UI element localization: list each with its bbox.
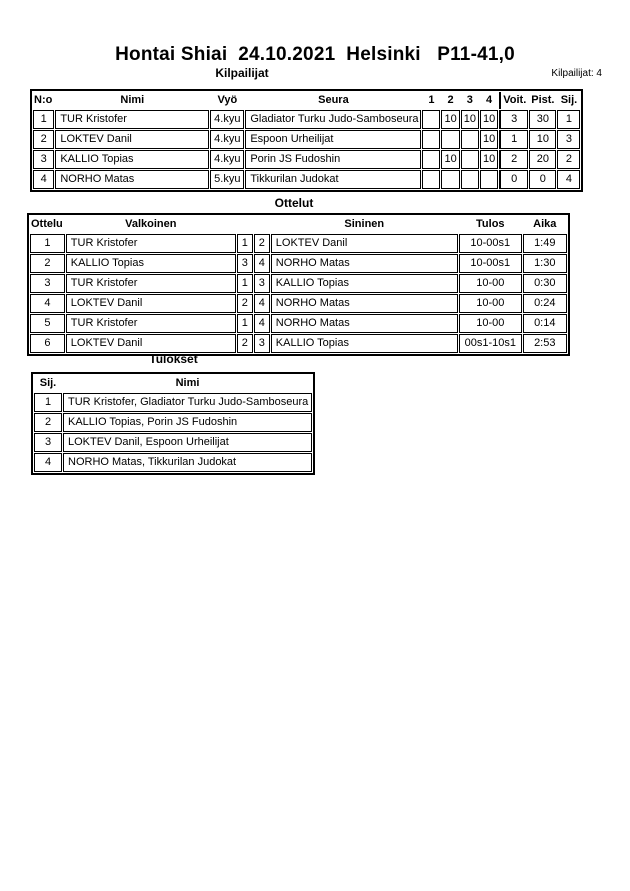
cell-result: 10-00s1: [459, 234, 522, 253]
seura-overflow-text: Gladiator Turku Judo-Samboseura: [250, 113, 419, 125]
cell-nimi: TUR Kristofer: [55, 110, 209, 129]
cell-vs2: 10: [441, 150, 459, 169]
cell-match-no: 5: [30, 314, 65, 333]
cell-voit: 3: [499, 110, 528, 129]
match-row: [30, 334, 567, 353]
cell-vs4: 10: [480, 110, 498, 129]
col-header-seura: Seura: [318, 94, 349, 106]
cell-vs2: [441, 170, 459, 189]
cell-no: 4: [33, 170, 54, 189]
cell-blue-name: NORHO Matas: [271, 314, 458, 333]
cell-vs4: 10: [480, 130, 498, 149]
cell-time: 0:24: [523, 294, 567, 313]
cell-place: 2: [34, 413, 62, 432]
col-header-tulos: Tulos: [476, 218, 505, 230]
cell-vyo: 4.kyu: [210, 110, 244, 129]
cell-match-no: 1: [30, 234, 65, 253]
col-header-valkoinen: Valkoinen: [125, 218, 177, 230]
cell-seura: [245, 110, 421, 129]
cell-blue-no: 4: [254, 294, 270, 313]
cell-name-club: TUR Kristofer, Gladiator Turku Judo-Samboseura: [63, 393, 312, 412]
cell-sij: 4: [557, 170, 580, 189]
cell-vs3: [461, 170, 479, 189]
cell-match-no: 2: [30, 254, 65, 273]
cell-blue-name: LOKTEV Danil: [271, 234, 458, 253]
col-header-no: N:o: [34, 94, 53, 106]
cell-blue-name: KALLIO Topias: [271, 274, 458, 293]
section-title-kilpailijat: Kilpailijat: [215, 66, 269, 80]
cell-seura: Porin JS Fudoshin: [245, 150, 421, 169]
col-header-voit: Voit.: [499, 92, 528, 109]
cell-pist: 10: [529, 130, 556, 149]
col-header-ottelu: Ottelu: [31, 218, 63, 230]
results-header-row: [34, 375, 312, 392]
cell-place: 3: [34, 433, 62, 452]
cell-time: 0:14: [523, 314, 567, 333]
cell-seura: Espoon Urheilijat: [245, 130, 421, 149]
cell-white-name: LOKTEV Danil: [66, 334, 236, 353]
results-table: [31, 372, 315, 475]
cell-blue-no: 4: [254, 254, 270, 273]
result-row: [34, 453, 312, 472]
cell-blue-no: 4: [254, 314, 270, 333]
col-header-nimi: Nimi: [120, 94, 145, 106]
cell-voit: 0: [499, 170, 528, 189]
cell-white-no: 1: [237, 314, 253, 333]
matches-table: [27, 213, 570, 356]
competitor-row: [33, 170, 580, 189]
result-row: [34, 393, 312, 412]
col-header-sij: Sij.: [560, 94, 578, 106]
cell-pist: 20: [529, 150, 556, 169]
col-header-nimi: Nimi: [175, 377, 200, 389]
cell-nimi: LOKTEV Danil: [55, 130, 209, 149]
col-header-1: 1: [428, 94, 435, 106]
cell-blue-no: 3: [254, 274, 270, 293]
cell-vyo: 4.kyu: [210, 130, 244, 149]
cell-vyo: 4.kyu: [210, 150, 244, 169]
cell-match-no: 3: [30, 274, 65, 293]
col-header-vyo: Vyö: [217, 94, 238, 106]
section-title-tulokset: Tulokset: [149, 352, 198, 366]
competitor-row: [33, 110, 580, 129]
col-header-2: 2: [447, 94, 454, 106]
cell-place: 4: [34, 453, 62, 472]
col-header-aika: Aika: [533, 218, 557, 230]
cell-white-no: 2: [237, 294, 253, 313]
cell-white-no: 3: [237, 254, 253, 273]
cell-vs1: [422, 150, 440, 169]
cell-vs1: [422, 130, 440, 149]
cell-voit: 1: [499, 130, 528, 149]
cell-vs3: [461, 130, 479, 149]
cell-name-club: NORHO Matas, Tikkurilan Judokat: [63, 453, 312, 472]
cell-sij: 1: [557, 110, 580, 129]
cell-result: 10-00s1: [459, 254, 522, 273]
col-header-white-no: [237, 216, 253, 233]
cell-result: 10-00: [459, 294, 522, 313]
competitor-row: [33, 130, 580, 149]
cell-sij: 3: [557, 130, 580, 149]
cell-nimi: KALLIO Topias: [55, 150, 209, 169]
match-row: [30, 254, 567, 273]
cell-sij: 2: [557, 150, 580, 169]
cell-white-no: 2: [237, 334, 253, 353]
cell-time: 1:49: [523, 234, 567, 253]
cell-vs4: [480, 170, 498, 189]
cell-blue-name: KALLIO Topias: [271, 334, 458, 353]
matches-header-row: [30, 216, 567, 233]
cell-white-name: TUR Kristofer: [66, 274, 236, 293]
result-row: [34, 433, 312, 452]
cell-no: 1: [33, 110, 54, 129]
col-header-sij: Sij.: [39, 377, 57, 389]
cell-vs1: [422, 110, 440, 129]
cell-result: 10-00: [459, 314, 522, 333]
competitors-header-row: [33, 92, 580, 109]
cell-blue-name: NORHO Matas: [271, 254, 458, 273]
cell-vyo: 5.kyu: [210, 170, 244, 189]
cell-no: 3: [33, 150, 54, 169]
cell-blue-no: 2: [254, 234, 270, 253]
result-row: [34, 413, 312, 432]
cell-time: 2:53: [523, 334, 567, 353]
col-header-blue-no: [254, 216, 270, 233]
document-title: Hontai Shiai 24.10.2021 Helsinki P11-41,0: [115, 44, 515, 65]
cell-seura: Tikkurilan Judokat: [245, 170, 421, 189]
cell-vs2: [441, 130, 459, 149]
cell-blue-no: 3: [254, 334, 270, 353]
cell-time: 1:30: [523, 254, 567, 273]
competitor-count: Kilpailijat: 4: [551, 68, 602, 79]
cell-place: 1: [34, 393, 62, 412]
cell-no: 2: [33, 130, 54, 149]
cell-blue-name: NORHO Matas: [271, 294, 458, 313]
col-header-3: 3: [466, 94, 473, 106]
competitor-row: [33, 150, 580, 169]
cell-name-club: LOKTEV Danil, Espoon Urheilijat: [63, 433, 312, 452]
col-header-sininen: Sininen: [344, 218, 385, 230]
cell-time: 0:30: [523, 274, 567, 293]
cell-white-no: 1: [237, 234, 253, 253]
match-row: [30, 274, 567, 293]
cell-name-club: KALLIO Topias, Porin JS Fudoshin: [63, 413, 312, 432]
cell-pist: 0: [529, 170, 556, 189]
cell-vs3: 10: [461, 110, 479, 129]
cell-vs4: 10: [480, 150, 498, 169]
match-row: [30, 234, 567, 253]
cell-vs3: [461, 150, 479, 169]
cell-white-name: LOKTEV Danil: [66, 294, 236, 313]
cell-white-name: TUR Kristofer: [66, 314, 236, 333]
cell-white-no: 1: [237, 274, 253, 293]
cell-result: 10-00: [459, 274, 522, 293]
cell-match-no: 4: [30, 294, 65, 313]
cell-white-name: KALLIO Topias: [66, 254, 236, 273]
cell-vs1: [422, 170, 440, 189]
cell-result: 00s1-10s1: [459, 334, 522, 353]
cell-pist: 30: [529, 110, 556, 129]
col-header-4: 4: [486, 94, 493, 106]
cell-match-no: 6: [30, 334, 65, 353]
cell-nimi: NORHO Matas: [55, 170, 209, 189]
cell-voit: 2: [499, 150, 528, 169]
match-row: [30, 314, 567, 333]
competitors-table: [30, 89, 583, 192]
section-title-ottelut: Ottelut: [274, 196, 314, 210]
col-header-pist: Pist.: [531, 94, 555, 106]
cell-white-name: TUR Kristofer: [66, 234, 236, 253]
match-row: [30, 294, 567, 313]
cell-vs2: 10: [441, 110, 459, 129]
